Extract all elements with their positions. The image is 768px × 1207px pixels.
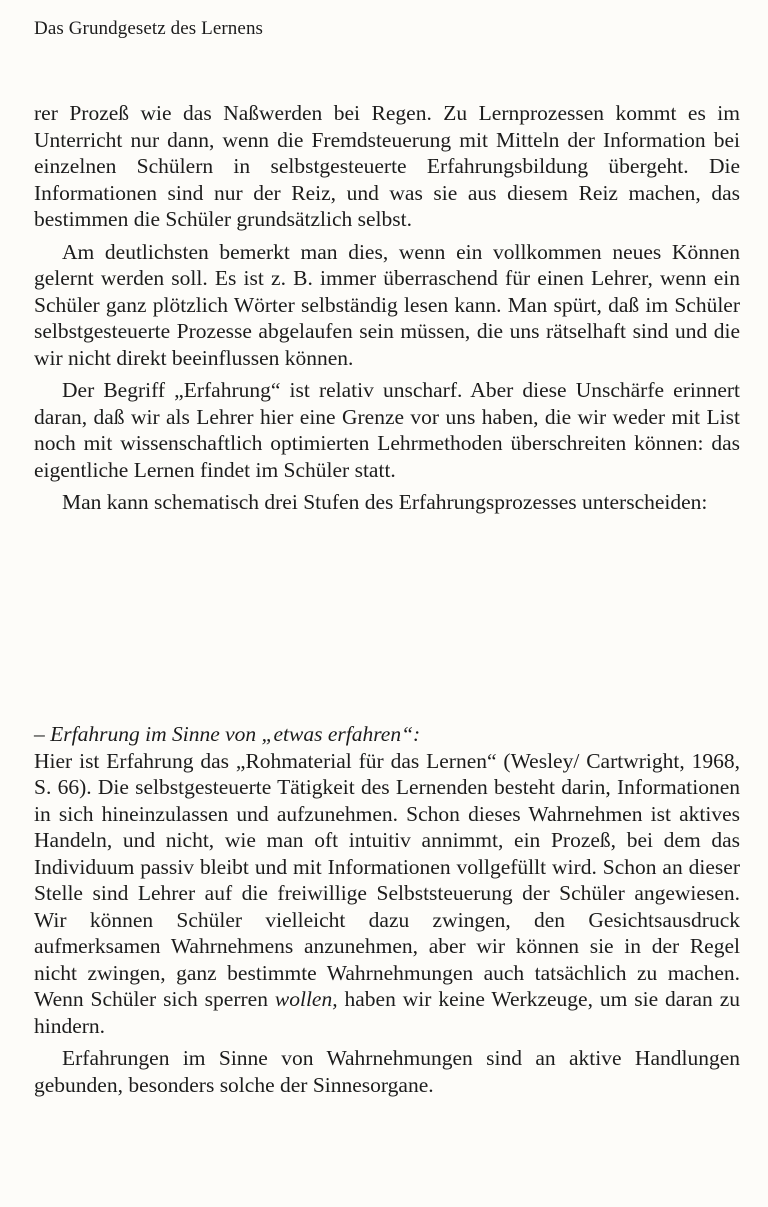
paragraph-continued: rer Prozeß wie das Naßwerden bei Regen. Zu Lernprozessen kommt es im Unterricht nur dann, wenn die Fremdsteuerung mit Mitteln der Information bei einzelnen Schülern in selbstgesteuerte Erfahrungsbildung übergeht. Die Informationen sind nur der Reiz, und was sie aus diesem Reiz machen, das bestimmen die Schüler grundsätzlich selbst. [34,101,740,231]
section-paragraph [34,748,740,1040]
main-text [34,100,740,516]
paragraph: Der Begriff „Erfahrung“ ist relativ unscharf. Aber diese Unschärfe erinnert daran, daß wir als Lehrer hier eine Grenze vor uns haben, die wir weder mit List noch mit wissenschaftlich optimierten Lehrmethoden überschreiten können: das eigentliche Lernen findet im Schüler statt. [34,378,740,482]
section-heading [34,721,740,748]
paragraph: Man kann schematisch drei Stufen des Erfahrungsprozesses unterscheiden: [62,490,708,514]
final-paragraph: Erfahrungen im Sinne von Wahrnehmungen sind an aktive Handlungen gebunden, besonders solche der Sinnesorgane. [34,1046,740,1097]
emphasis-word: wollen, [274,987,338,1011]
section-text [34,721,740,1098]
section-paragraph-text: Hier ist Erfahrung das „Rohmaterial für das Lernen“ (Wesley/ Cartwright, 1968, S. 66). Die selbstgesteuerte Tätigkeit des Lernenden besteht darin, Informationen in sich hineinzulassen und aufzunehmen. Schon dieses Wahrnehmen ist aktives Handeln, und nicht, wie man oft intuitiv annimmt, ein Prozeß, bei dem das Individuum passiv bleibt und mit Informationen vollgefüllt wird. Schon an dieser Stelle sind Lehrer auf die freiwillige Selbststeuerung der Schüler angewiesen. Wir können Schüler vielleicht dazu zwingen, den Gesichtsausdruck aufmerksamen Wahrnehmens anzunehmen, aber wir können sie in der Regel nicht zwingen, ganz bestimmte Wahrnehmungen auch tatsächlich zu machen. Wenn Schüler sich sperren [34,748,740,1011]
running-head: Das Grundgesetz des Lernens [34,18,264,39]
section-heading-text: – Erfahrung im Sinne von „etwas erfahren“: [34,722,421,746]
section-paragraph-end: haben wir keine Werkzeuge, um sie daran zu hindern. [34,987,741,1038]
paragraph: Am deutlichsten bemerkt man dies, wenn ein vollkommen neues Können gelernt werden soll. Es ist z. B. immer überraschend für einen Lehrer, wenn ein Schüler ganz plötzlich Wörter selbständig lesen kann. Man spürt, daß im Schüler selbstgesteuerte Prozesse abgelaufen sein müssen, die uns rätselhaft sind und die wir nicht direkt beeinflussen können. [34,239,740,370]
